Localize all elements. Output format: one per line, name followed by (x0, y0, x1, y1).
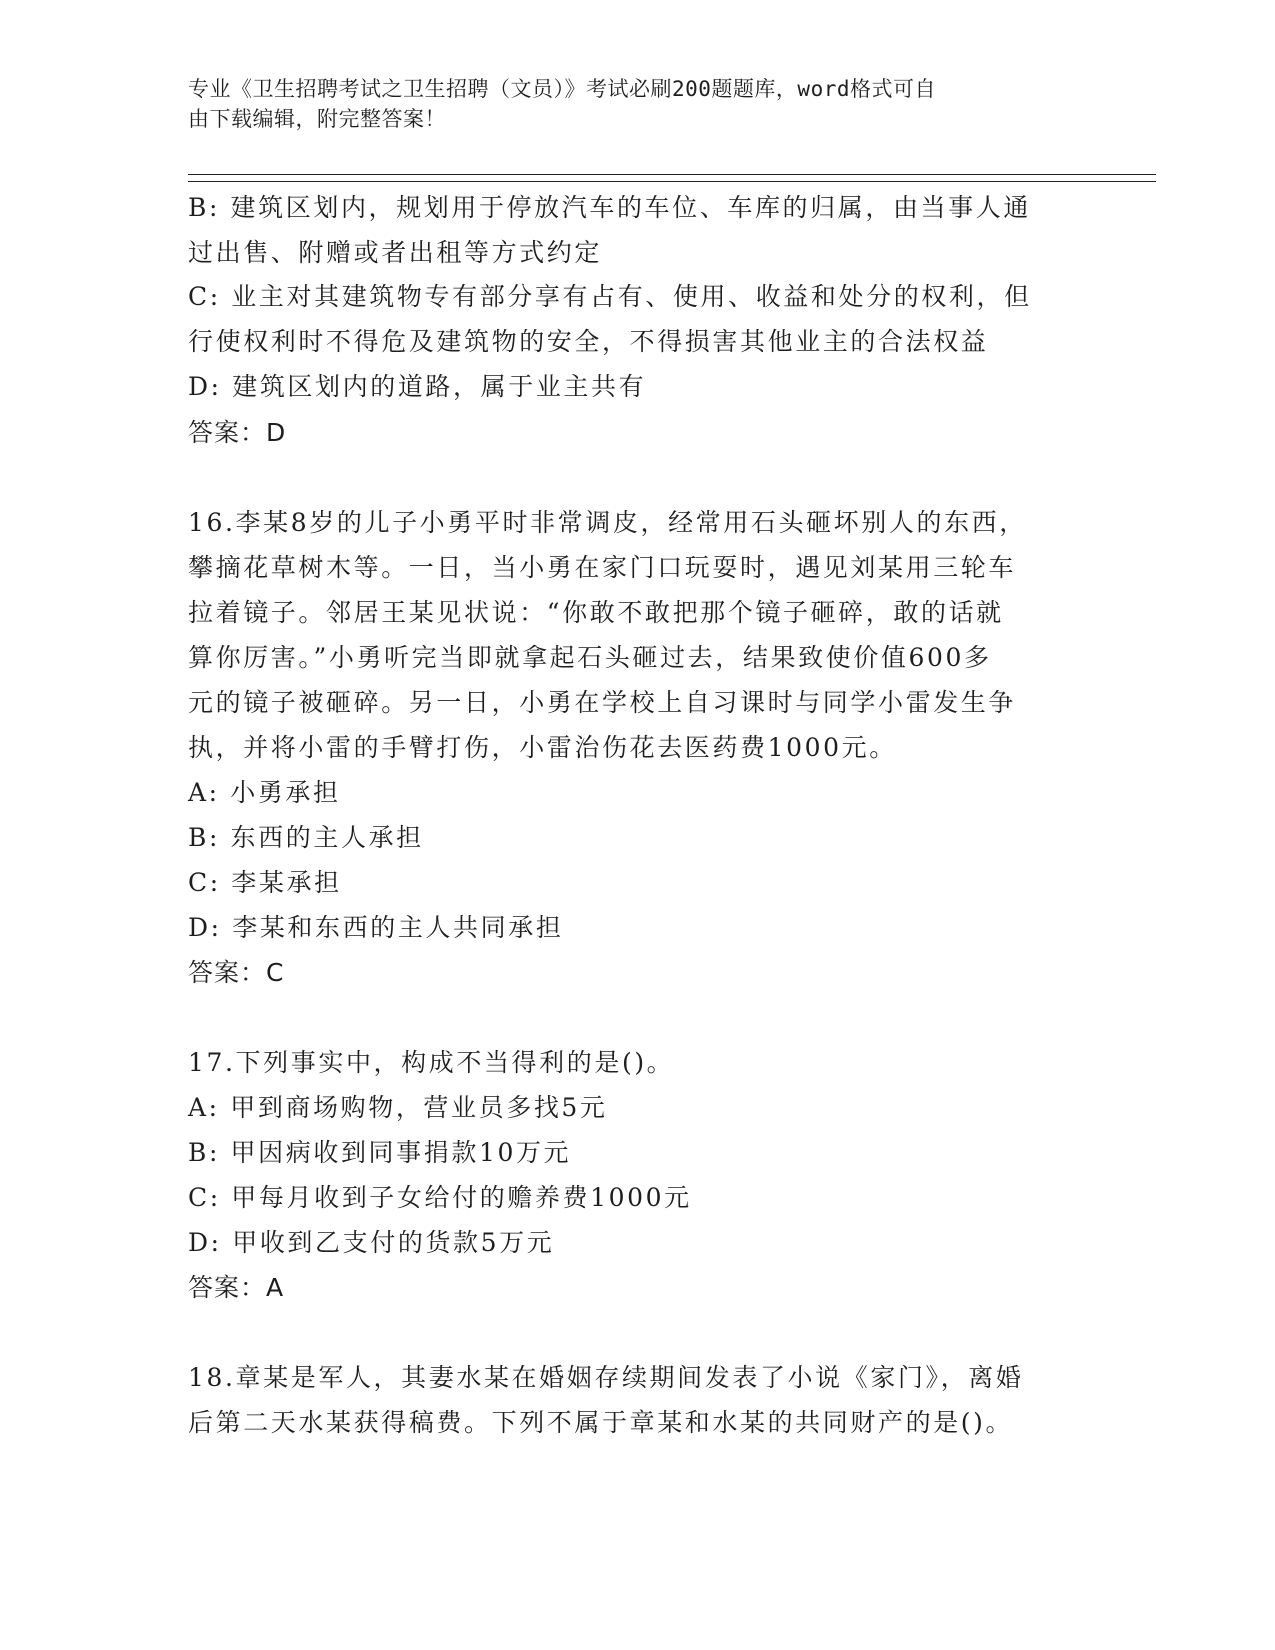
q17-option-d: D: 甲收到乙支付的货款5万元 (188, 1228, 555, 1257)
q16-stem-line4: 算你厉害。”小勇听完当即就拿起石头砸过去，结果致使价值600多 (188, 643, 992, 672)
q15-option-d: D: 建筑区划内的道路，属于业主共有 (188, 372, 647, 401)
q16-stem-line5: 元的镜子被砸碎。另一日，小勇在学校上自习课时与同学小雷发生争 (188, 688, 1017, 717)
header-line-2: 由下载编辑，附完整答案！ (188, 107, 446, 131)
q15-option-b-line1: B: 建筑区划内，规划用于停放汽车的车位、车库的归属，由当事人通 (188, 193, 1031, 222)
q17-answer: 答案：A (188, 1273, 285, 1302)
q16-stem-line2: 攀摘花草树木等。一日，当小勇在家门口玩耍时，遇见刘某用三轮车 (188, 553, 1017, 582)
q16-option-a: A: 小勇承担 (188, 778, 341, 807)
q16-stem-line3: 拉着镜子。邻居王某见状说：“你敢不敢把那个镜子砸碎，敢的话就 (188, 598, 1004, 627)
q17-option-c: C: 甲每月收到子女给付的赡养费1000元 (188, 1183, 692, 1212)
q15-answer: 答案：D (188, 418, 287, 447)
q18-stem-line1: 18.章某是军人，其妻水某在婚姻存续期间发表了小说《家门》，离婚 (188, 1363, 1024, 1392)
q16-stem-line1: 16.李某8岁的儿子小勇平时非常调皮，经常用石头砸坏别人的东西， (188, 508, 1027, 537)
q15-option-c-line1: C: 业主对其建筑物专有部分享有占有、使用、收益和处分的权利，但 (188, 282, 1032, 311)
q17-stem: 17.下列事实中，构成不当得利的是()。 (188, 1048, 675, 1077)
q15-option-c-line2: 行使权利时不得危及建筑物的安全，不得损害其他业主的合法权益 (188, 327, 989, 356)
q16-answer: 答案：C (188, 958, 285, 987)
q16-option-d: D: 李某和东西的主人共同承担 (188, 913, 564, 942)
q16-stem-line6: 执，并将小雷的手臂打伤，小雷治伤花去医药费1000元。 (188, 733, 897, 762)
q15-option-b-line2: 过出售、附赠或者出租等方式约定 (188, 238, 603, 267)
q18-stem-line2: 后第二天水某获得稿费。下列不属于章某和水某的共同财产的是()。 (188, 1408, 1014, 1437)
q17-option-b: B: 甲因病收到同事捐款10万元 (188, 1138, 572, 1167)
header-rule-bottom (188, 181, 1156, 182)
q17-option-a: A: 甲到商场购物，营业员多找5元 (188, 1093, 608, 1122)
document-header (188, 74, 1088, 134)
header-rule-top (188, 174, 1156, 175)
header-line-1: 专业《卫生招聘考试之卫生招聘（文员）》考试必刷200题题库，word格式可自 (188, 77, 936, 101)
q16-option-b: B: 东西的主人承担 (188, 823, 424, 852)
q16-option-c: C: 李某承担 (188, 868, 342, 897)
